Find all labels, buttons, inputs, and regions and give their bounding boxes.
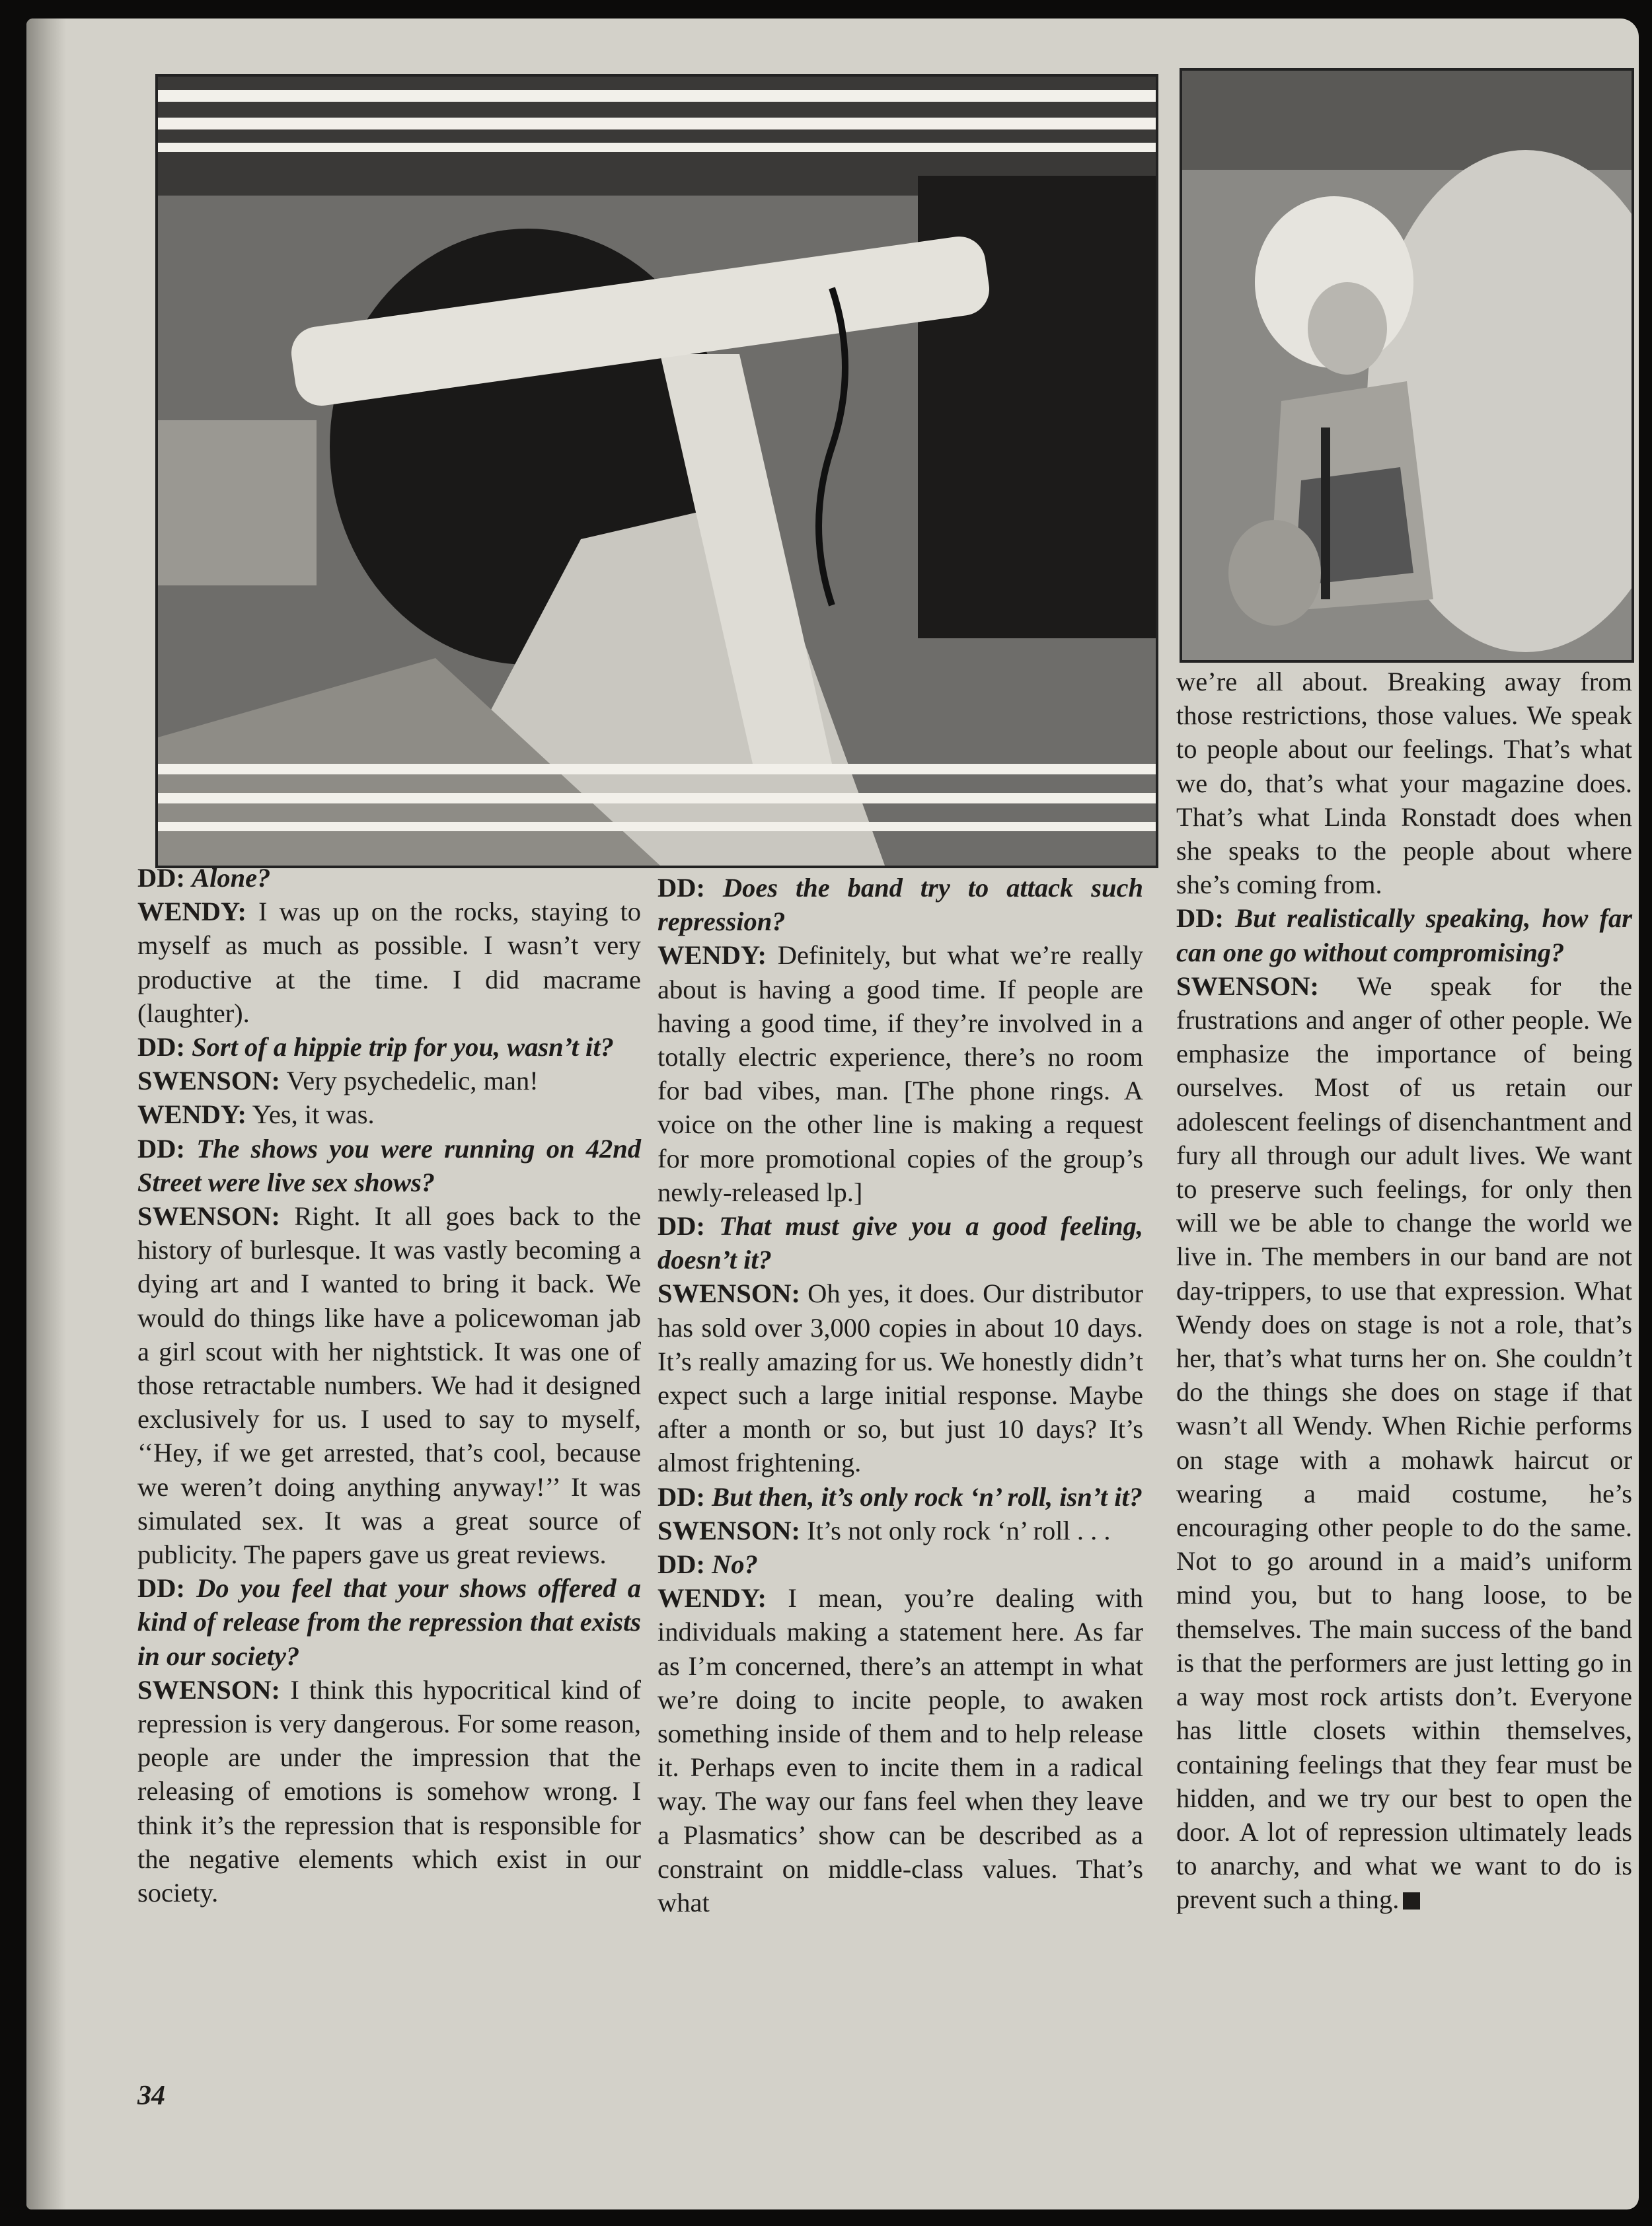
paragraph [1176, 665, 1632, 901]
paragraph [1176, 969, 1632, 1917]
question-text: That must give you a good feeling, doesn’t it? [657, 1211, 1144, 1275]
speaker-label: DD: [657, 873, 705, 903]
speaker-label: SWENSON: [137, 1674, 281, 1705]
answer-text: Definitely, but what we’re really about is having a good time. If people are having a good time, if they’re involved in a totally electric experience, there’s no room for bad vibes, man. [The phone rings. A voice on the other line is making a request for more promotional copies of the group’s newly-released lp.] [657, 940, 1143, 1207]
speaker-label: DD: [657, 1211, 705, 1242]
paragraph [657, 871, 1143, 938]
speaker-label: DD: [657, 1481, 705, 1512]
answer-text: I was up on the rocks, staying to myself as much as possible. I wasn’t very productive at the time. I did macrame (laughter). [137, 897, 642, 1028]
text-column-1 [137, 861, 641, 1910]
answer-text: we’re all about. Breaking away from those restrictions, those values. We speak to people about our feelings. That’s what we do, that’s what your magazine does. That’s what Linda Ronstadt does when she speaks to the people about where she’s coming from. [1176, 667, 1632, 900]
paragraph [137, 1097, 641, 1131]
speaker-label: DD: [137, 1032, 185, 1062]
answer-text: Oh yes, it does. Our distributor has sold over 3,000 copies in about 10 days. It’s really amazing for us. We honestly didn’t expect such a large initial response. Maybe after a month or so, but just 10 days? It’s almost frightening. [657, 1279, 1143, 1478]
question-text: Do you feel that your shows offered a kind of release from the repression that exists in our society? [137, 1573, 642, 1671]
speaker-label: SWENSON: [657, 1279, 801, 1309]
speaker-label: WENDY: [657, 1583, 767, 1614]
main-photo [155, 74, 1158, 868]
answer-text: Yes, it was. [252, 1099, 375, 1130]
paragraph [137, 895, 641, 1030]
speaker-label: SWENSON: [1176, 971, 1320, 1001]
answer-text: Right. It all goes back to the history of burlesque. It was vastly becoming a dying art and I wanted to bring it back. We would do things like have a policewoman jab a girl scout with her nightstick. It was one of those retractable numbers. We had it designed exclusively for us. I used to say to myself, ‘‘Hey, if we get arrested, that’s cool, because we weren’t doing anything anyway!’’ It was simulated sex. It was a great source of publicity. The papers gave us great reviews. [137, 1201, 642, 1570]
text-column-3 [1176, 665, 1632, 1917]
speaker-label: DD: [137, 1573, 185, 1604]
paragraph [657, 1547, 1143, 1581]
question-text: But then, it’s only rock ‘n’ roll, isn’t it? [712, 1481, 1143, 1512]
answer-text: We speak for the frustrations and anger of other people. We emphasize the importance of being ourselves. Most of us retain our adolescent feelings of disenchantment and fury all through our adult lives. We want to preserve such feelings, for only then will we be able to change the world we live in. The members in our band are not day-trippers, to use that expression. What Wendy does on stage is not a role, that’s her, that’s what turns her on. She couldn’t do the things she does on stage if that wasn’t all Wendy. When Richie performs on stage with a mohawk haircut or wearing a maid costume, he’s encouraging other people to do the same. Not to go around in a maid’s uniform mind you, but to hang loose, to be themselves. The main success of the band is that the performers are just letting go in a way most rock artists don’t. Everyone has little closets within themselves, containing feelings that they fear must be hidden, and we try our best to open the door. A lot of repression ultimately leads to anarchy, and what we want to do is prevent such a thing. [1176, 971, 1632, 1915]
paragraph [657, 938, 1143, 1209]
answer-text: It’s not only rock ‘n’ roll . . . [807, 1515, 1111, 1545]
speaker-label: WENDY: [137, 897, 247, 927]
question-text: But realistically speaking, how far can one go without compromising? [1176, 903, 1632, 967]
paragraph [1176, 901, 1632, 969]
question-text: Sort of a hippie trip for you, wasn’t it? [192, 1032, 614, 1062]
speaker-label: DD: [137, 1133, 185, 1164]
speaker-label: SWENSON: [657, 1515, 801, 1545]
paragraph [657, 1581, 1143, 1919]
paragraph [657, 1209, 1143, 1277]
paragraph [137, 1132, 641, 1199]
paragraph [137, 1571, 641, 1673]
paragraph [657, 1277, 1143, 1479]
guitarist-photo-image [158, 77, 1156, 866]
answer-text: Very psychedelic, man! [286, 1066, 539, 1096]
answer-text: I think this hypocritical kind of repression is very dangerous. For some reason, people are under the impression that the releasing of emotions is somehow wrong. I think it’s the repression that is responsible for the negative elements which exist in our society. [137, 1674, 642, 1908]
page-number: 34 [137, 2081, 165, 2111]
speaker-label: DD: [137, 863, 185, 893]
binding-gutter [26, 19, 66, 2209]
text-column-2 [657, 871, 1143, 1919]
question-text: No? [712, 1549, 758, 1580]
end-of-article-icon [1403, 1892, 1420, 1910]
paragraph [657, 1514, 1143, 1547]
paragraph [657, 1480, 1143, 1514]
magazine-page [26, 19, 1639, 2209]
speaker-label: SWENSON: [137, 1066, 281, 1096]
side-photo [1180, 68, 1634, 663]
answer-text: I mean, you’re dealing with individuals making a statement here. As far as I’m concerned, there’s an attempt in what we’re doing to incite people, to awaken something inside of them and to help release it. Perhaps even to incite them in a radical way. The way our fans feel when they leave a Plasmatics’ show can be described as a constraint on middle-class values. That’s what [657, 1583, 1144, 1918]
paragraph [137, 1673, 641, 1910]
question-text: The shows you were running on 42nd Street were live sex shows? [137, 1133, 642, 1197]
question-text: Alone? [192, 863, 271, 893]
paragraph [137, 1030, 641, 1064]
singer-photo-image [1182, 71, 1632, 660]
speaker-label: WENDY: [657, 940, 767, 971]
paragraph [137, 1064, 641, 1097]
paragraph [137, 861, 641, 895]
question-text: Does the band try to attack such repression? [657, 873, 1143, 937]
speaker-label: DD: [657, 1549, 705, 1580]
speaker-label: SWENSON: [137, 1201, 281, 1232]
speaker-label: DD: [1176, 903, 1224, 934]
speaker-label: WENDY: [137, 1099, 247, 1130]
paragraph [137, 1199, 641, 1571]
